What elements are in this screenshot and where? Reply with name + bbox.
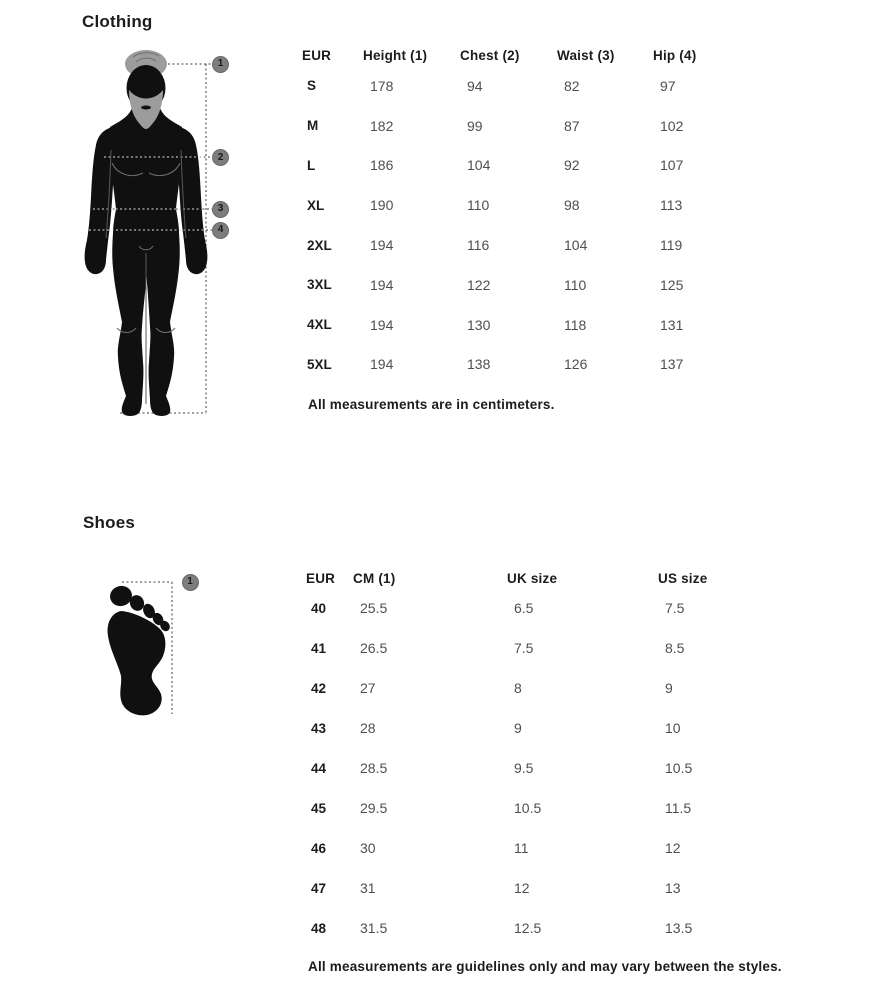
col-header-eur: EUR xyxy=(302,47,332,63)
chest-value-cell: 110 xyxy=(467,197,490,214)
waist-value-cell: 98 xyxy=(564,197,580,214)
waist-value-cell: 126 xyxy=(564,356,588,373)
clothing-size-table xyxy=(302,44,743,384)
hip-value-cell: 137 xyxy=(660,356,684,373)
measure-marker-1: 1 xyxy=(212,56,229,73)
waist-value-cell: 104 xyxy=(564,237,588,254)
eur-size-cell: 43 xyxy=(311,720,327,736)
size-label-cell: 2XL xyxy=(307,237,332,253)
waist-value-cell: 118 xyxy=(564,316,587,333)
uk-size-cell: 9.5 xyxy=(514,760,534,776)
uk-size-cell: 12 xyxy=(514,880,530,896)
eur-size-cell: 46 xyxy=(311,840,327,856)
shoes-table-row xyxy=(306,588,758,628)
size-label-cell: S xyxy=(307,78,317,94)
shoes-table-body xyxy=(306,588,758,948)
waist-value-cell: 92 xyxy=(564,157,580,174)
shoes-table-row xyxy=(306,868,758,908)
height-value-cell: 186 xyxy=(370,157,394,174)
eur-size-cell: 40 xyxy=(311,600,327,616)
shoes-table-row xyxy=(306,828,758,868)
col-header-eur: EUR xyxy=(306,570,336,586)
uk-size-cell: 8 xyxy=(514,680,522,696)
col-header-waist: Waist (3) xyxy=(557,47,615,63)
shoes-table-row xyxy=(306,668,758,708)
col-header-height: Height (1) xyxy=(363,47,428,63)
foot-measure-marker-1: 1 xyxy=(182,574,199,591)
col-header-us-size: US size xyxy=(658,570,708,586)
mouth xyxy=(141,106,151,110)
clothing-table-row xyxy=(302,106,743,146)
eur-size-cell: 44 xyxy=(311,760,327,776)
clothing-section-title: Clothing xyxy=(82,12,153,31)
col-header-cm: CM (1) xyxy=(353,570,396,586)
size-label-cell: 3XL xyxy=(307,277,332,293)
us-size-cell: 13 xyxy=(665,880,681,896)
chest-value-cell: 104 xyxy=(467,157,491,174)
us-size-cell: 7.5 xyxy=(665,600,685,616)
cm-value-cell: 28 xyxy=(360,720,376,736)
waist-value-cell: 82 xyxy=(564,77,580,94)
size-label-cell: 5XL xyxy=(307,356,332,372)
shoes-table-row xyxy=(306,908,758,948)
cm-value-cell: 25.5 xyxy=(360,600,388,616)
uk-size-cell: 6.5 xyxy=(514,600,534,616)
us-size-cell: 13.5 xyxy=(665,920,693,936)
uk-size-cell: 10.5 xyxy=(514,800,542,816)
chest-value-cell: 94 xyxy=(467,77,483,94)
cm-value-cell: 29.5 xyxy=(360,800,388,816)
us-size-cell: 11.5 xyxy=(665,800,692,816)
right-arm xyxy=(178,127,207,274)
shoes-table-row xyxy=(306,748,758,788)
cm-value-cell: 31 xyxy=(360,880,376,896)
eur-size-cell: 48 xyxy=(311,920,327,936)
height-value-cell: 194 xyxy=(370,276,394,293)
shoes-table-row xyxy=(306,628,758,668)
foot-sole xyxy=(108,611,166,715)
waist-value-cell: 110 xyxy=(564,276,587,293)
hip-value-cell: 125 xyxy=(660,276,684,293)
height-value-cell: 194 xyxy=(370,316,394,333)
chest-value-cell: 116 xyxy=(467,237,490,254)
clothing-table-row xyxy=(302,225,743,265)
height-value-cell: 190 xyxy=(370,197,394,214)
measure-marker-3: 3 xyxy=(212,201,229,218)
hip-value-cell: 97 xyxy=(660,77,676,94)
waist-value-cell: 87 xyxy=(564,117,580,134)
size-label-cell: XL xyxy=(307,197,325,213)
cm-value-cell: 26.5 xyxy=(360,640,388,656)
col-header-uk-size: UK size xyxy=(507,570,558,586)
size-label-cell: M xyxy=(307,118,319,134)
us-size-cell: 8.5 xyxy=(665,640,685,656)
clothing-table-header xyxy=(302,44,743,66)
hip-value-cell: 113 xyxy=(660,197,683,214)
eur-size-cell: 42 xyxy=(311,680,327,696)
shoes-section-title: Shoes xyxy=(83,513,136,532)
clothing-table-row xyxy=(302,185,743,225)
clothing-table-row xyxy=(302,305,743,345)
hip-value-cell: 102 xyxy=(660,117,684,134)
cm-value-cell: 27 xyxy=(360,680,376,696)
chest-value-cell: 99 xyxy=(467,117,483,134)
hip-value-cell: 107 xyxy=(660,157,684,174)
us-size-cell: 10 xyxy=(665,720,681,736)
clothing-table-body xyxy=(302,66,743,384)
shoes-table-header xyxy=(306,568,758,588)
cm-value-cell: 28.5 xyxy=(360,760,388,776)
clothing-table-row xyxy=(302,146,743,186)
measure-marker-4: 4 xyxy=(212,222,229,239)
us-size-cell: 12 xyxy=(665,840,681,856)
hip-value-cell: 131 xyxy=(660,316,684,333)
hip-value-cell: 119 xyxy=(660,237,683,254)
height-value-cell: 178 xyxy=(370,77,394,94)
shoes-size-table xyxy=(306,568,758,948)
eur-size-cell: 45 xyxy=(311,800,327,816)
measure-marker-2: 2 xyxy=(212,149,229,166)
col-header-hip: Hip (4) xyxy=(653,47,697,63)
clothing-table-row xyxy=(302,345,743,385)
us-size-cell: 9 xyxy=(665,680,673,696)
height-value-cell: 194 xyxy=(370,237,394,254)
uk-size-cell: 12.5 xyxy=(514,920,542,936)
us-size-cell: 10.5 xyxy=(665,760,693,776)
eur-size-cell: 41 xyxy=(311,640,327,656)
shoes-table-row xyxy=(306,708,758,748)
chest-value-cell: 130 xyxy=(467,316,491,333)
shoes-guidelines-note: All measurements are guidelines only and may vary between the styles. xyxy=(308,959,782,974)
size-label-cell: L xyxy=(307,157,316,173)
chest-value-cell: 138 xyxy=(467,356,491,373)
cm-value-cell: 31.5 xyxy=(360,920,388,936)
male-body-figure xyxy=(70,45,230,423)
cm-value-cell: 30 xyxy=(360,840,376,856)
eur-size-cell: 47 xyxy=(311,880,327,896)
clothing-table-row xyxy=(302,265,743,305)
left-arm xyxy=(85,127,114,274)
uk-size-cell: 7.5 xyxy=(514,640,534,656)
height-value-cell: 182 xyxy=(370,117,394,134)
clothing-units-note: All measurements are in centimeters. xyxy=(308,397,555,412)
uk-size-cell: 9 xyxy=(514,720,522,736)
clothing-table-row xyxy=(302,66,743,106)
uk-size-cell: 11 xyxy=(514,840,529,856)
shoes-table-row xyxy=(306,788,758,828)
height-value-cell: 194 xyxy=(370,356,394,373)
chest-value-cell: 122 xyxy=(467,276,491,293)
col-header-chest: Chest (2) xyxy=(460,47,520,63)
size-label-cell: 4XL xyxy=(307,317,332,333)
